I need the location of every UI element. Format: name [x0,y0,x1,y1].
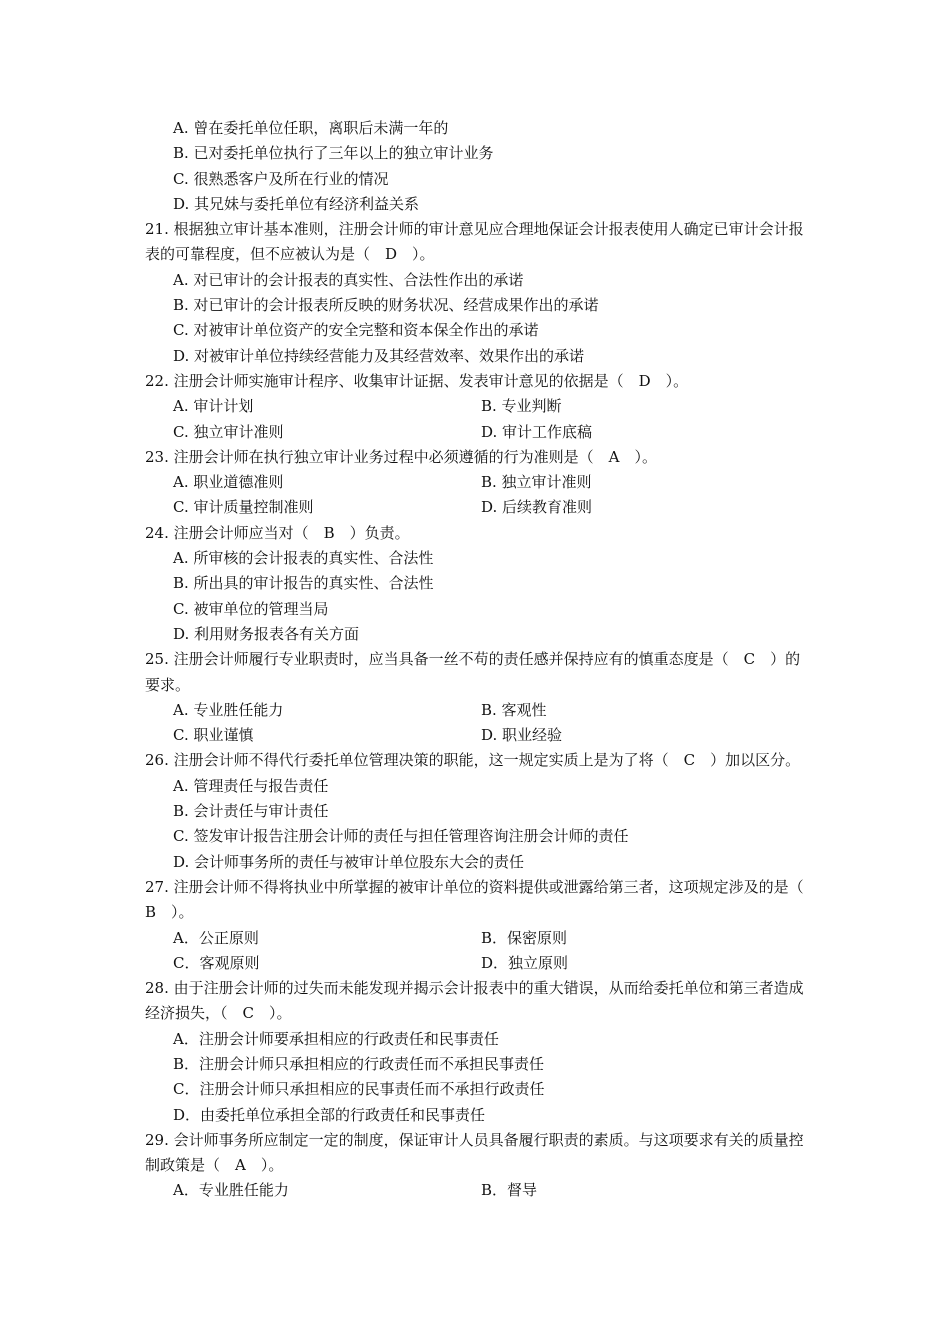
question-stem: 23. 注册会计师在执行独立审计业务过程中必须遵循的行为准则是（ A ）。 [145,447,657,466]
options-grid [145,394,810,445]
option-c: C. 签发审计报告注册会计师的责任与担任管理咨询注册会计师的责任 [173,827,629,846]
option-d: D. 后续教育准则 [481,498,593,517]
option-d: D. 审计工作底稿 [481,422,593,441]
option-d: D．独立原则 [481,953,569,972]
option-b: B. 专业判断 [481,397,562,416]
option-a: A. 专业胜任能力 [173,700,284,719]
question-24 [145,521,810,647]
question-stem: 22. 注册会计师实施审计程序、收集审计证据、发表审计意见的依据是（ D ）。 [145,371,689,390]
option-a: A．公正原则 [173,928,259,947]
option-b: B. 独立审计准则 [481,473,592,492]
option-b: B. 所出具的审计报告的真实性、合法性 [173,574,434,593]
option-a: A. 曾在委托单位任职，离职后未满一年的 [173,119,449,137]
question-20-tail [145,116,810,217]
option-b: B. 对已审计的会计报表所反映的财务状况、经营成果作出的承诺 [173,296,599,315]
options-grid [145,926,810,977]
option-a: A. 所审核的会计报表的真实性、合法性 [173,549,434,568]
question-28 [145,976,810,1128]
question-21 [145,217,810,369]
question-23 [145,445,810,521]
question-stem: 29. 会计师事务所应制定一定的制度，保证审计人员具备履行职责的素质。与这项要求有关的质量控制政策是（ A ）。 [145,1130,804,1175]
option-d: D. 对被审计单位持续经营能力及其经营效率、效果作出的承诺 [173,346,585,365]
option-c: C. 很熟悉客户及所在行业的情况 [173,169,389,188]
question-22 [145,369,810,445]
question-26 [145,748,810,874]
option-c: C. 独立审计准则 [173,422,284,441]
option-a: A. 职业道德准则 [173,473,284,492]
option-c: C. 被审单位的管理当局 [173,599,329,618]
question-27 [145,875,819,976]
option-d: D. 其兄妹与委托单位有经济利益关系 [173,194,420,213]
question-stem: 27. 注册会计师不得将执业中所掌握的被审计单位的资料提供或泄露给第三者，这项规定涉及的是（ B ）。 [145,877,819,922]
question-29 [145,1128,810,1204]
option-a: A. 管理责任与报告责任 [173,776,329,795]
question-25 [145,647,810,748]
question-list [145,116,819,1204]
option-b: B．保密原则 [481,928,568,947]
options-grid [145,470,810,521]
question-stem: 25. 注册会计师履行专业职责时，应当具备一丝不苟的责任感并保持应有的慎重态度是（ C ）的要求。 [145,650,801,694]
option-d: D．由委托单位承担全部的行政责任和民事责任 [173,1105,486,1124]
option-c: C．注册会计师只承担相应的民事责任而不承担行政责任 [173,1080,545,1099]
option-b: B. 客观性 [481,700,547,719]
question-stem: 24. 注册会计师应当对（ B ）负责。 [145,523,410,542]
option-c: C. 职业谨慎 [173,726,254,745]
option-c: C. 审计质量控制准则 [173,498,314,517]
options-grid [145,698,810,749]
options-grid [145,1178,810,1203]
option-a: A. 对已审计的会计报表的真实性、合法性作出的承诺 [173,270,524,289]
option-a: A．专业胜任能力 [173,1181,289,1200]
option-b: B. 会计责任与审计责任 [173,802,329,821]
question-stem: 21. 根据独立审计基本准则，注册会计师的审计意见应合理地保证会计报表使用人确定已审计会计报表的可靠程度，但不应被认为是（ D ）。 [145,220,804,264]
option-c: C. 对被审计单位资产的安全完整和资本保全作出的承诺 [173,321,539,340]
option-b: B. 已对委托单位执行了三年以上的独立审计业务 [173,144,494,163]
option-c: C．客观原则 [173,953,260,972]
option-b: B．督导 [481,1181,538,1200]
question-stem: 28. 由于注册会计师的过失而未能发现并揭示会计报表中的重大错误，从而给委托单位和第三者造成经济损失，（ C ）。 [145,979,804,1023]
option-a: A. 审计计划 [173,397,254,416]
question-stem: 26. 注册会计师不得代行委托单位管理决策的职能，这一规定实质上是为了将（ C ）加以区分。 [145,751,801,770]
option-d: D. 职业经验 [481,726,563,745]
option-a: A．注册会计师要承担相应的行政责任和民事责任 [173,1029,499,1048]
option-d: D. 利用财务报表各有关方面 [173,624,360,643]
option-d: D. 会计师事务所的责任与被审计单位股东大会的责任 [173,852,525,871]
option-b: B．注册会计师只承担相应的行政责任而不承担民事责任 [173,1054,545,1073]
